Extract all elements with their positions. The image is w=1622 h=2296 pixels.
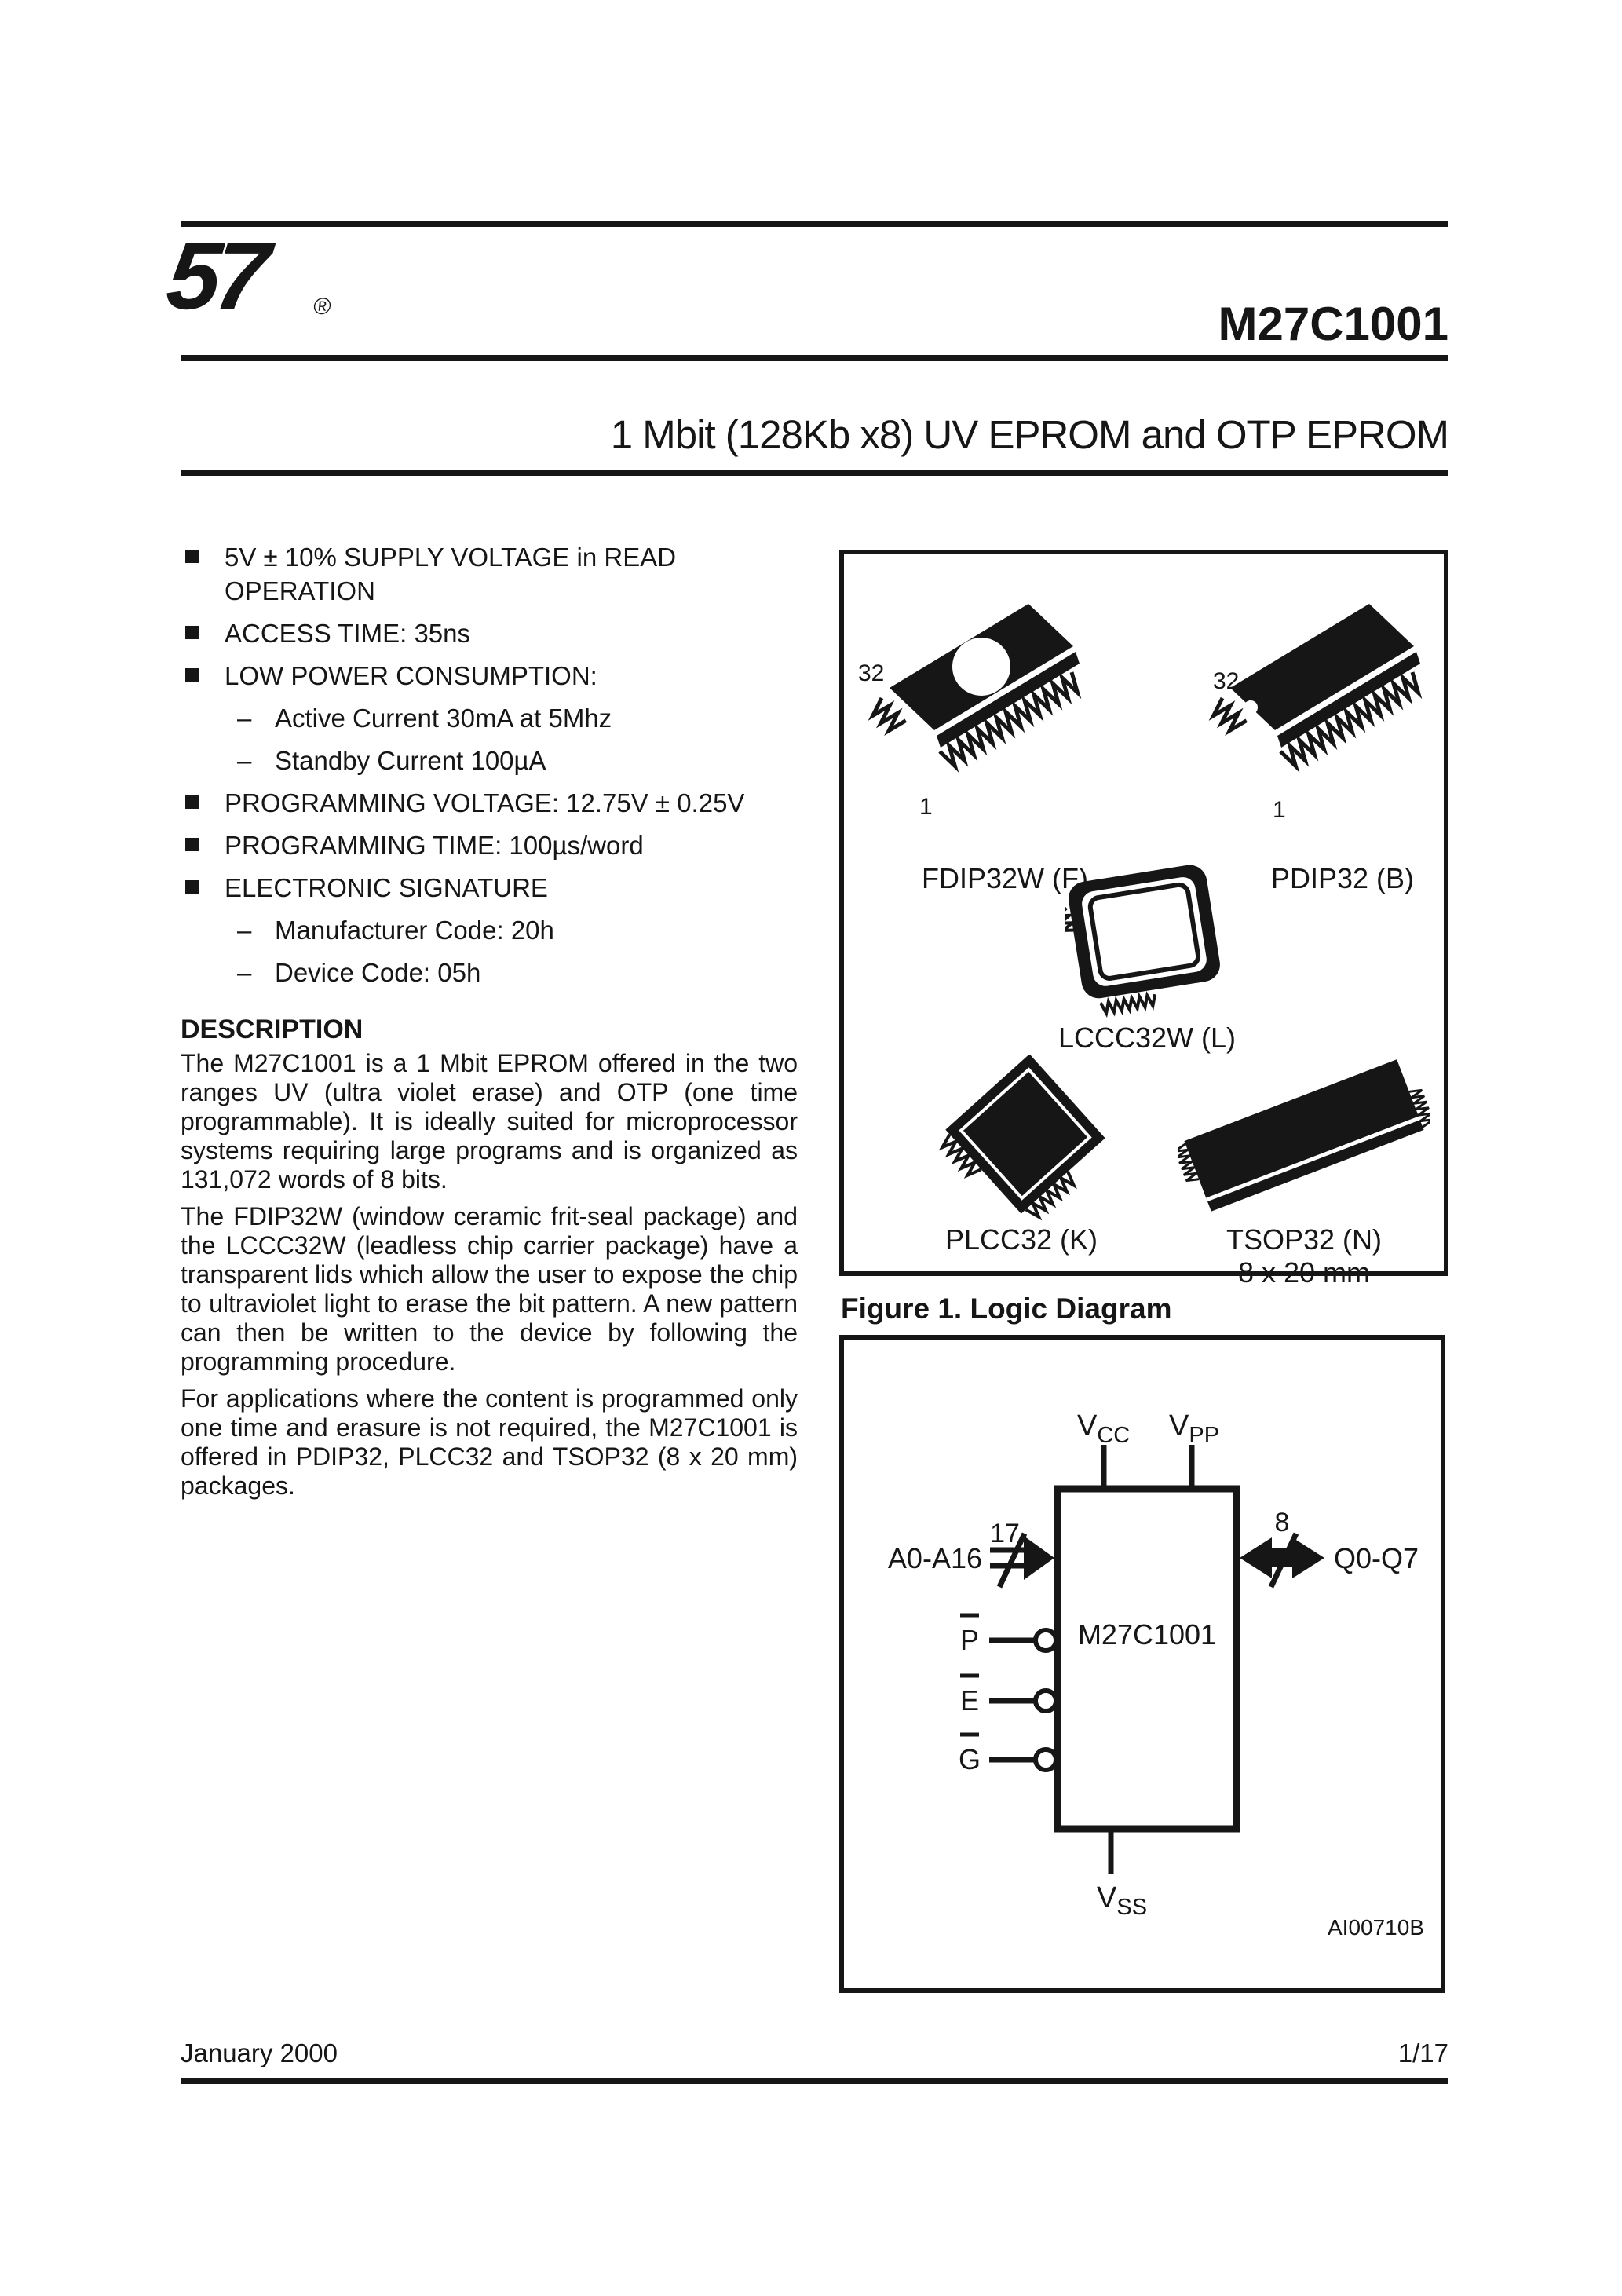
inverter-bubble-icon	[1036, 1630, 1056, 1651]
package-illustration-tsop32	[1178, 1049, 1430, 1222]
feature-item	[181, 659, 755, 693]
footer-date: January 2000	[181, 2038, 338, 2067]
package-drawings-box	[839, 550, 1448, 1289]
feature-text: Manufacturer Code: 20h	[275, 916, 554, 945]
feature-item	[181, 828, 755, 862]
data-bus-width: 8	[1274, 1508, 1290, 1537]
square-bullet-icon	[185, 668, 199, 682]
package-label-plcc32: PLCC32 (K)	[944, 1223, 1098, 1256]
feature-list	[181, 540, 777, 998]
registered-trademark-icon: ®	[312, 294, 333, 320]
control-input-e	[960, 1676, 1056, 1717]
pin-1-label: 1	[1273, 797, 1286, 823]
package-label-pdip32: PDIP32 (B)	[1270, 862, 1415, 894]
description-paragraph: For applications where the content is programmed only one time and erasure is not required, the M27C1001 is offered in PDIP32, PLCC32 and TSOP32 (8 x 20 mm) packages.	[181, 1384, 798, 1500]
vpp-label: $V_{PP}$	[1169, 1409, 1220, 1448]
feature-subitem	[181, 956, 777, 989]
feature-text: Active Current 30mA at 5Mhz	[275, 704, 612, 733]
feature-item	[181, 616, 755, 650]
dash-bullet: –	[237, 746, 252, 775]
control-input-p	[960, 1615, 1056, 1656]
figure1-title: Figure 1. Logic Diagram	[841, 1292, 1172, 1325]
package-size-note: 8 x 20 mm	[1237, 1256, 1371, 1289]
feature-text: PROGRAMMING TIME: 100µs/word	[225, 831, 644, 860]
dash-bullet: –	[237, 704, 252, 733]
st-logo	[160, 222, 353, 347]
feature-text: 5V ± 10% SUPPLY VOLTAGE in READ OPERATION	[225, 543, 677, 605]
feature-text: ACCESS TIME: 35ns	[225, 619, 471, 648]
control-label-g: G	[958, 1743, 981, 1775]
page-title-part-number: M27C1001	[1218, 298, 1448, 350]
feature-subitem	[181, 701, 777, 735]
square-bullet-icon	[185, 838, 199, 851]
page-subtitle: 1 Mbit (128Kb x8) UV EPROM and OTP EPROM	[610, 412, 1448, 457]
pin-1-label: 1	[919, 794, 933, 820]
feature-item	[181, 871, 755, 905]
feature-item	[181, 540, 755, 608]
address-bus-arrowhead	[1024, 1536, 1054, 1580]
st-logo-glyphs: 57	[162, 222, 269, 329]
square-bullet-icon	[185, 626, 199, 639]
square-bullet-icon	[185, 795, 199, 809]
subtitle-rule	[181, 470, 1448, 476]
drawing-reference: AI00710B	[1328, 1915, 1424, 1940]
pin-32-label: 32	[858, 660, 885, 686]
data-bus-arrowhead-left	[1240, 1537, 1272, 1578]
dash-bullet: –	[237, 916, 252, 945]
feature-text: LOW POWER CONSUMPTION:	[225, 661, 597, 690]
data-bus-label: Q0-Q7	[1334, 1542, 1419, 1574]
header-rule	[181, 355, 1448, 361]
description-heading: DESCRIPTION	[181, 1015, 363, 1044]
control-label-e: E	[959, 1684, 980, 1717]
package-label-lccc32w: LCCC32W (L)	[1058, 1022, 1237, 1054]
description-body	[181, 1049, 798, 1508]
package-illustration-fdip32w	[857, 582, 1084, 845]
description-paragraph: The M27C1001 is a 1 Mbit EPROM offered in the two ranges UV (ultra violet erase) and OTP (one time programmable). It is ideally suited for microprocessor systems requiring large programs and is organized as 131,072 words of 8 bits.	[181, 1049, 798, 1194]
address-bus-label: A0-A16	[887, 1542, 982, 1574]
address-bus-width: 17	[990, 1519, 1020, 1548]
footer-page-number: 1/17	[1397, 2038, 1448, 2067]
square-bullet-icon	[185, 550, 199, 563]
package-illustration-plcc32	[908, 1055, 1143, 1224]
feature-text: Device Code: 05h	[275, 958, 481, 987]
data-bus-arrowhead-right	[1292, 1537, 1324, 1578]
dash-bullet: –	[237, 958, 252, 987]
feature-subitem	[181, 744, 777, 777]
footer-rule	[181, 2078, 1448, 2084]
inverter-bubble-icon	[1036, 1691, 1056, 1711]
vss-label: $V_{SS}$	[1097, 1881, 1148, 1920]
feature-text: PROGRAMMING VOLTAGE: 12.75V ± 0.25V	[225, 788, 745, 817]
chip-block	[1058, 1489, 1237, 1829]
inverter-bubble-icon	[1036, 1749, 1056, 1770]
control-label-p: P	[959, 1624, 980, 1656]
logic-diagram-drawing	[844, 1340, 1441, 1988]
top-rule	[181, 221, 1448, 227]
feature-subitem	[181, 913, 777, 947]
feature-text: ELECTRONIC SIGNATURE	[225, 873, 548, 902]
description-paragraph: The FDIP32W (window ceramic frit-seal package) and the LCCC32W (leadless chip carrier package) have a transparent lids which allow the user to expose the chip to ultraviolet light to erase the bit pattern. A new pattern can then be written to the device by following the programming procedure.	[181, 1202, 798, 1376]
chip-block-label: M27C1001	[1077, 1618, 1217, 1651]
figure1-logic-diagram	[839, 1335, 1445, 1993]
control-input-g	[959, 1735, 1056, 1775]
pin-32-label: 32	[1213, 668, 1240, 694]
feature-item	[181, 786, 755, 820]
feature-text: Standby Current 100µA	[275, 746, 546, 775]
package-label-tsop32: TSOP32 (N)	[1226, 1223, 1383, 1256]
square-bullet-icon	[185, 880, 199, 894]
package-label-fdip32w: FDIP32W (F)	[922, 862, 1088, 894]
vcc-label: $V_{CC}$	[1077, 1409, 1131, 1448]
package-illustration-pdip32	[1197, 582, 1425, 845]
